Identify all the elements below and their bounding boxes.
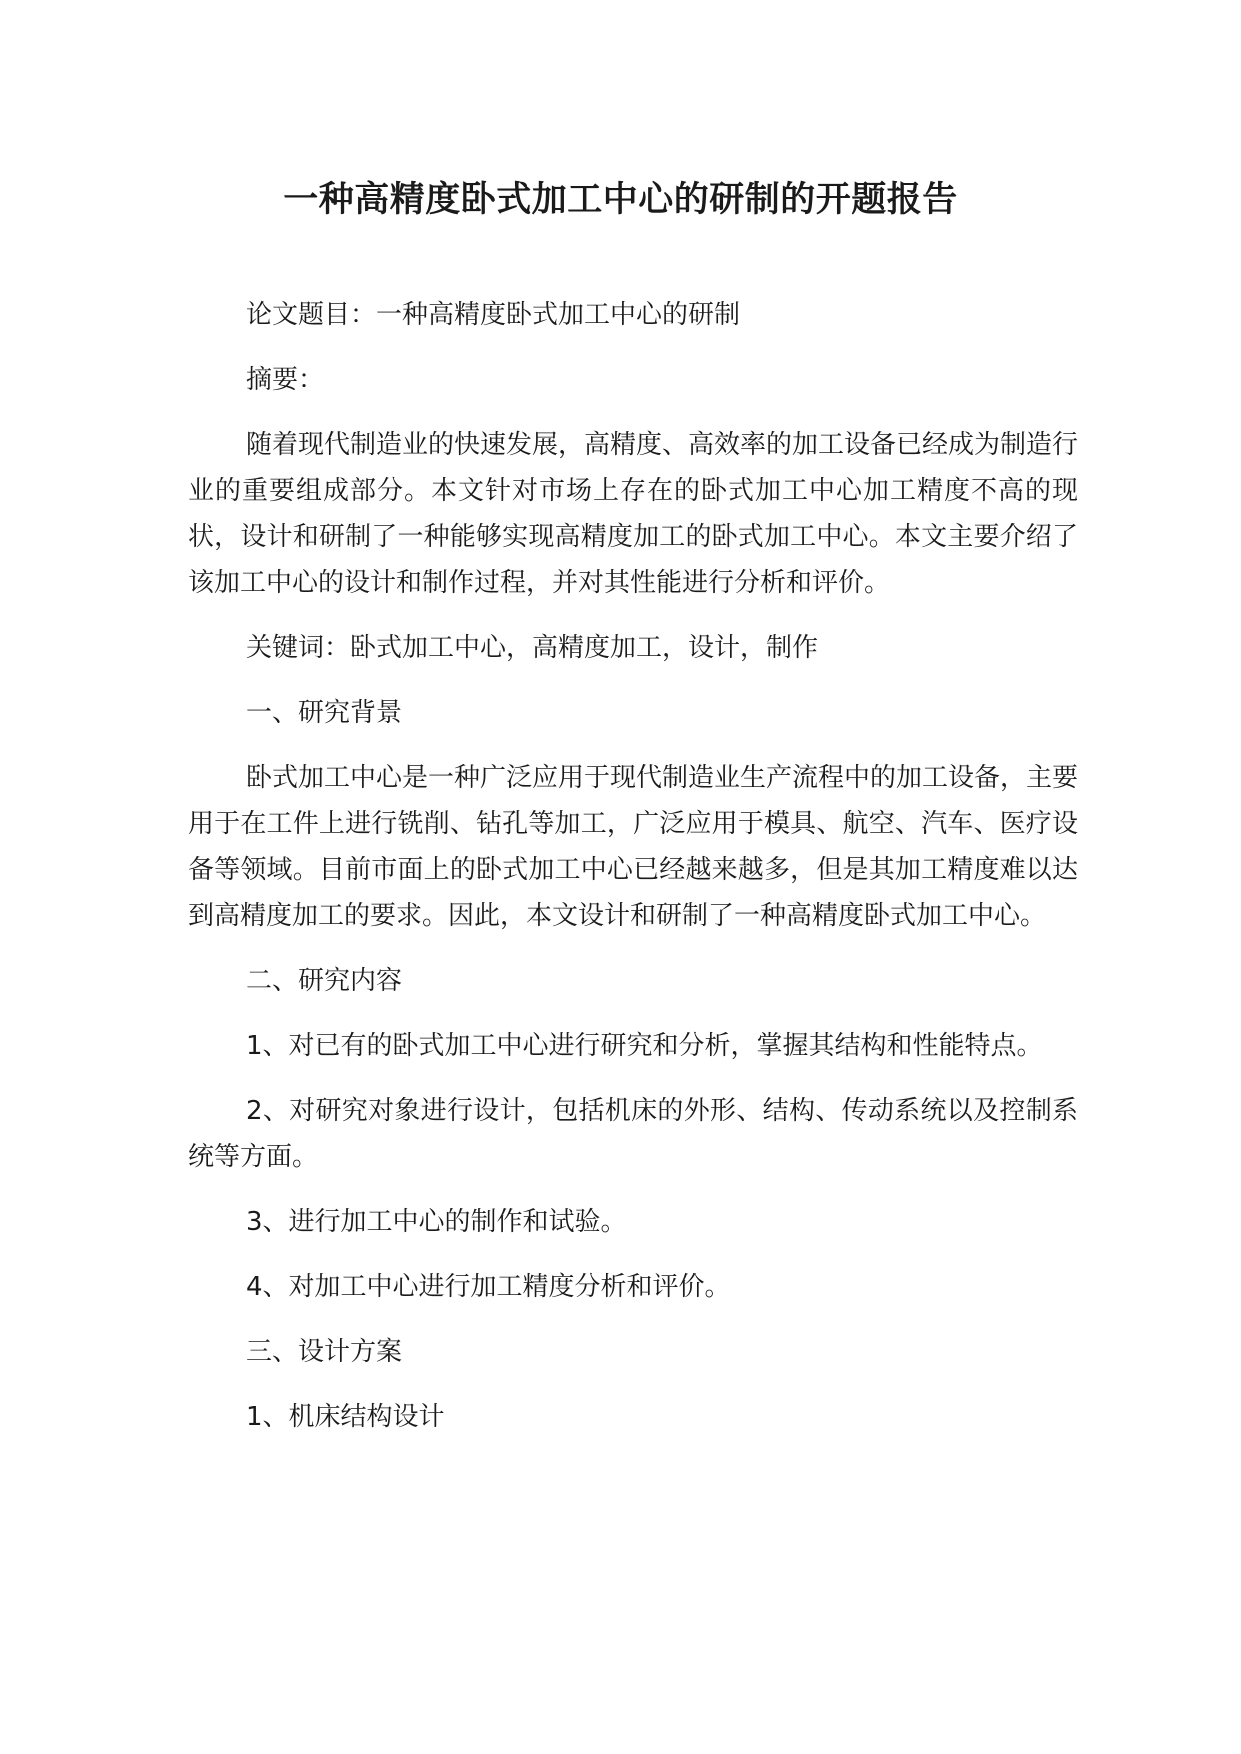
keywords-paragraph: 关键词：卧式加工中心，高精度加工，设计，制作 bbox=[246, 633, 819, 663]
background-paragraph: 卧式加工中心是一种广泛应用于现代制造业生产流程中的加工设备，主要用于在工件上进行铣削、钻孔等加工，广泛应用于模具、航空、汽车、医疗设备等领域。目前市面上的卧式加工中心已经越来越多，但是其加工精度难以达到高精度加工的要求。因此，本文设计和研制了一种高精度卧式加工中心。 bbox=[188, 763, 1079, 931]
content-item-4: 4、对加工中心进行加工精度分析和评价。 bbox=[246, 1272, 731, 1302]
abstract-paragraph: 随着现代制造业的快速发展，高精度、高效率的加工设备已经成为制造行业的重要组成部分。本文针对市场上存在的卧式加工中心加工精度不高的现状，设计和研制了一种能够实现高精度加工的卧式加工中心。本文主要介绍了该加工中心的设计和制作过程，并对其性能进行分析和评价。 bbox=[188, 430, 1079, 598]
section-heading-design: 三、设计方案 bbox=[246, 1337, 403, 1367]
content-item-2: 2、对研究对象进行设计，包括机床的外形、结构、传动系统以及控制系统等方面。 bbox=[188, 1096, 1078, 1172]
content-item-3: 3、进行加工中心的制作和试验。 bbox=[246, 1207, 627, 1237]
document-title: 一种高精度卧式加工中心的研制的开题报告 bbox=[283, 180, 958, 220]
abstract-heading: 摘要： bbox=[246, 365, 325, 395]
document-body bbox=[188, 292, 1078, 1459]
design-item-1: 1、机床结构设计 bbox=[246, 1402, 445, 1432]
section-heading-content: 二、研究内容 bbox=[246, 966, 403, 996]
thesis-topic-paragraph: 论文题目：一种高精度卧式加工中心的研制 bbox=[246, 300, 741, 330]
section-heading-background: 一、研究背景 bbox=[246, 698, 403, 728]
content-item-1: 1、对已有的卧式加工中心进行研究和分析，掌握其结构和性能特点。 bbox=[246, 1031, 1043, 1061]
